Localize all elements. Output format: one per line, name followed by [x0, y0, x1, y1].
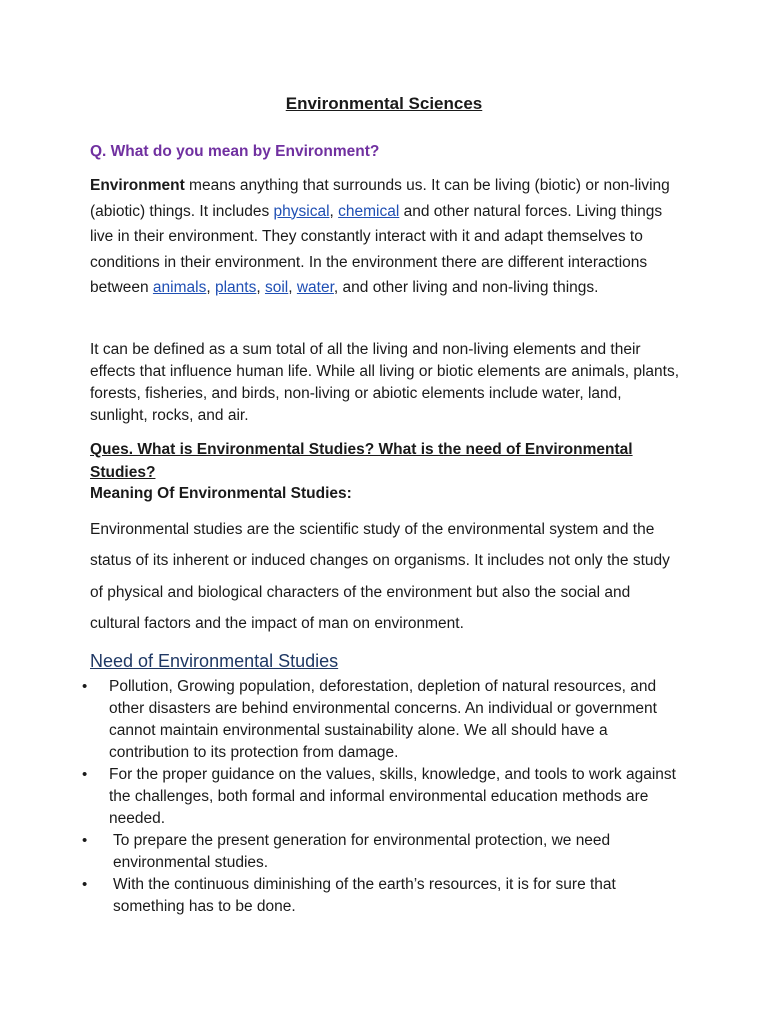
list-item [82, 830, 682, 874]
list-item-text: For the proper guidance on the values, skills, knowledge, and tools to work against the challenges, both formal and informal environmental education methods are needed. [109, 766, 676, 827]
meaning-heading: Meaning Of Environmental Studies: [90, 485, 352, 502]
para1-sep-1: , [329, 202, 339, 220]
link-water[interactable]: water [296, 279, 334, 296]
link-soil[interactable]: soil [264, 279, 289, 296]
environment-definition-paragraph [90, 173, 676, 301]
need-bullet-list [82, 676, 682, 918]
list-item [82, 764, 682, 830]
question-environmental-studies: Ques. What is Environmental Studies? What is the need of Environmental Studies? [90, 441, 633, 481]
link-physical[interactable]: physical [273, 202, 330, 220]
para1-sep-4: , [288, 279, 297, 296]
list-item-text: Pollution, Growing population, deforestation, depletion of natural resources, and other disasters are behind environmental concerns. An individual or government cannot maintain environmental sustainability alone. We all should have a contribution to its protection from damage. [109, 678, 657, 761]
para1-text-a: means anything that surrounds us. It can be living (biotic) or non-living (abiotic) things. It includes [90, 177, 670, 220]
sum-total-paragraph: It can be defined as a sum total of all the living and non-living elements and their effects that influence human life. While all living or biotic elements are animals, plants, forests, fisheries, and birds, non-living or abiotic elements include water, land, sunlight, rocks, and air. [90, 341, 680, 424]
para1-sep-3: , [256, 279, 265, 296]
para1-sep-2: , [206, 279, 215, 296]
bullet-dot-icon: • [82, 876, 88, 893]
meaning-paragraph: Environmental studies are the scientific study of the environmental system and the status of its inherent or induced changes on organisms. It includes not only the study of physical and biological characters of the environment but also the social and cultural factors and the impact of man on environment. [90, 521, 670, 632]
bullet-dot-icon: • [82, 832, 88, 849]
list-item [82, 874, 682, 918]
list-item-text: With the continuous diminishing of the earth’s resources, it is for sure that something has to be done. [113, 876, 616, 915]
bullet-dot-icon: • [82, 678, 88, 695]
list-item-text: To prepare the present generation for environmental protection, we need environmental studies. [113, 832, 611, 871]
para1-text-b: and other natural forces. Living things live in their environment. They constantly interact with it and adapt themselves to conditions in their environment. In the environment there are different interactions between [90, 202, 663, 296]
need-heading: Need of Environmental Studies [90, 651, 339, 671]
bullet-dot-icon: • [82, 766, 88, 783]
question-environment: Q. What do you mean by Environment? [90, 143, 380, 160]
link-plants[interactable]: plants [214, 279, 257, 296]
link-animals[interactable]: animals [152, 279, 207, 296]
list-item [82, 676, 682, 764]
term-environment: Environment [90, 177, 185, 194]
page-title: Environmental Sciences [285, 94, 483, 113]
link-chemical[interactable]: chemical [338, 202, 400, 220]
para1-text-c: , and other living and non-living things. [333, 279, 599, 296]
